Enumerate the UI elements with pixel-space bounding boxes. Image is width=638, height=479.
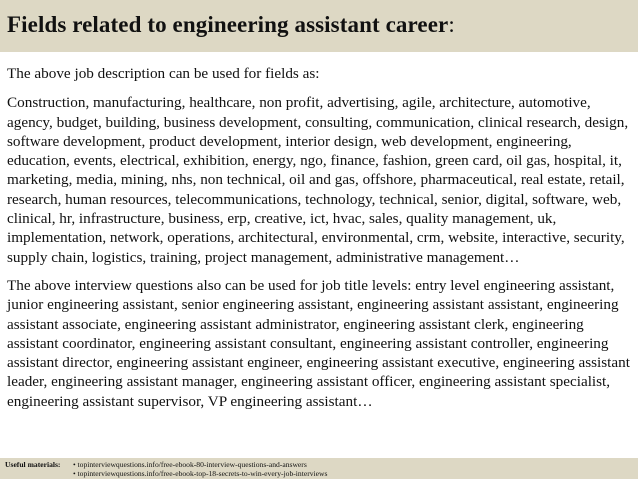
job-levels-paragraph: The above interview questions also can be used for job title levels: entry level engineering assistant, junior engineering assistant, senior engineering assistant, engineering assistant assistant, engineering assistant associate, engineering assistant administrator, engineering assistant clerk, engineering assistant coordinator, engineering assistant consultant, engineering assistant controller, engineering assistant director, engineering assistant engineer, engineering assistant executive, engineering assistant leader, engineering assistant manager, engineering assistant officer, engineering assistant specialist, engineering assistant supervisor, VP engineering assistant… bbox=[7, 276, 630, 410]
page-title bbox=[7, 8, 638, 42]
footer-link-2[interactable]: • topinterviewquestions.info/free-ebook-top-18-secrets-to-win-every-job-interviews bbox=[73, 469, 328, 478]
footer-row-1 bbox=[5, 460, 638, 469]
footer-bar bbox=[0, 458, 638, 479]
page-title-colon: : bbox=[448, 12, 455, 37]
intro-paragraph: The above job description can be used for fields as: bbox=[7, 65, 320, 82]
footer-link-1[interactable]: • topinterviewquestions.info/free-ebook-80-interview-questions-and-answers bbox=[73, 460, 307, 469]
page-title-text: Fields related to engineering assistant career bbox=[7, 12, 449, 37]
footer-label: Useful materials: bbox=[5, 460, 61, 469]
slide-content bbox=[7, 64, 635, 411]
fields-paragraph: Construction, manufacturing, healthcare, non profit, advertising, agile, architecture, automotive, agency, budget, building, business development, consulting, communication, clinical research, design, software development, product development, interior design, web development, engineering, education, events, electrical, exhibition, energy, ngo, finance, fashion, green card, oil gas, hospital, it, marketing, media, mining, nhs, non technical, oil and gas, offshore, pharmaceutical, real estate, retail, research, human resources, telecommunications, technology, technical, senior, digital, software, web, clinical, hr, infrastructure, business, erp, creative, ict, hvac, sales, quality management, uk, implementation, network, operations, architectural, environmental, crm, website, interactive, security, supply chain, logistics, training, project management, administrative management… bbox=[7, 94, 629, 266]
footer-row-2 bbox=[5, 469, 638, 478]
title-bar bbox=[0, 0, 638, 52]
